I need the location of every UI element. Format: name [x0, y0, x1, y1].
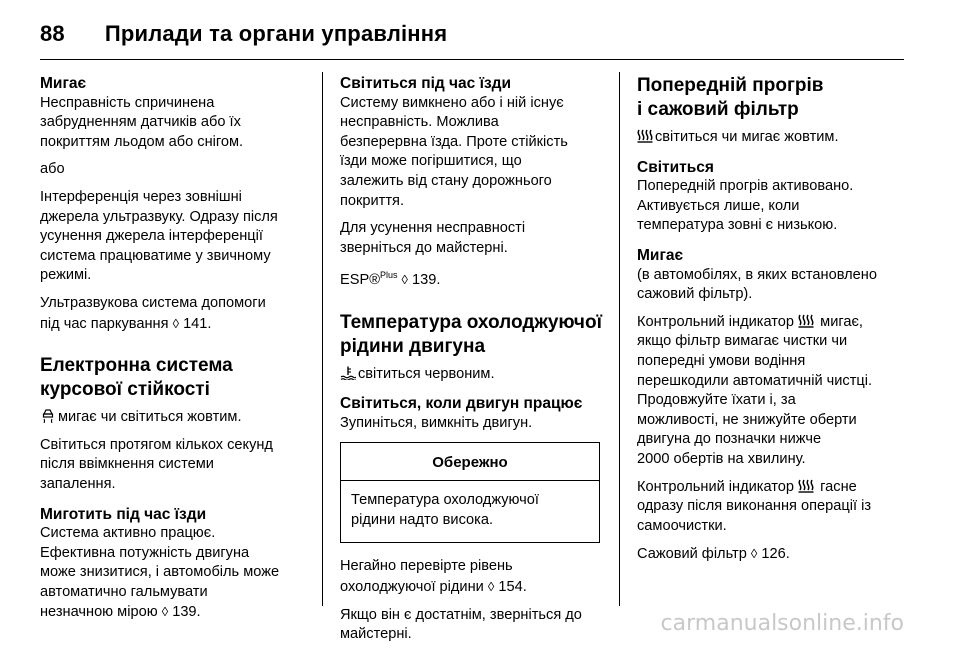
lit-paragraph-2: Для усунення несправності зверніться до майстерні.: [340, 220, 526, 256]
esc-blink-heading: Миготить під час їзди: [40, 505, 207, 523]
reference-arrow-icon: ◊: [401, 272, 408, 288]
lit-paragraph: Попередній прогрів активовано. Активується лише, коли температура зовні є низькою.: [637, 178, 854, 234]
blink-paragraph-3: Контрольний індикатор гасне одразу після виконання операції із самоочистки.: [637, 478, 872, 534]
blink-paragraph-1: (в автомобілях, в яких встановлено сажовий фільтр).: [637, 266, 877, 303]
column-divider-2: [619, 72, 620, 606]
coolant-section-title: Температура охолоджуючої рідини двигуна: [340, 311, 602, 357]
esc-skid-icon: [40, 409, 56, 423]
page-link[interactable]: 139.: [172, 604, 201, 621]
reference-arrow-icon: ◊: [172, 315, 179, 331]
engine-running-paragraph: Зупиніться, вимкніть двигун.: [340, 414, 533, 431]
page-header: [40, 14, 447, 54]
preheat-section-title: Попередній прогрів і сажовий фільтр: [637, 75, 824, 120]
warning-text: Температура охолоджуючої рідини надто висока.: [351, 492, 539, 528]
page-link[interactable]: 139.: [412, 272, 441, 289]
engine-running-heading: Світиться, коли двигун працює: [340, 395, 583, 413]
coolant-temperature-icon: [340, 366, 356, 380]
page-title: Прилади та органи управління: [104, 21, 448, 46]
blinks-paragraph-1: Несправність спричинена забрудненням датчиків або їх покриттям льодом або снігом.: [40, 94, 244, 150]
esc-blink-paragraph: Система активно працює. Ефективна потужність двигуна може знизитися, і автомобіль може автоматично гальмувати незначною мірою ◊ 139.: [40, 525, 280, 621]
page-link[interactable]: 126.: [761, 546, 790, 563]
parking-assist-reference: Ультразвукова система допомоги під час паркування ◊ 141.: [40, 294, 266, 332]
blink-heading: Мигає: [637, 246, 684, 264]
lit-paragraph-1: Систему вимкнено або і ній існує несправність. Можлива безперервна їзда. Проте стійкість їзди може погіршитися, що залежить від стану дорожнього покриття.: [340, 94, 568, 209]
column-2: [340, 74, 605, 653]
lit-heading: Світиться: [637, 158, 714, 176]
watermark: carmanualsonline.info: [660, 611, 904, 636]
page-link[interactable]: 141.: [183, 315, 212, 332]
lit-while-driving-heading: Світиться під час їзди: [340, 75, 512, 92]
page-link[interactable]: 154.: [498, 578, 527, 595]
workshop-paragraph: Якщо він є достатнім, зверніться до майстерні.: [340, 606, 582, 643]
esc-status: мигає чи світиться жовтим.: [40, 408, 315, 428]
warning-box: [340, 442, 600, 544]
soot-filter-reference: Сажовий фільтр ◊ 126.: [637, 546, 790, 563]
page-number: 88: [40, 21, 65, 46]
glow-plug-icon: [637, 129, 653, 143]
column-1: [40, 74, 315, 631]
check-coolant-paragraph: Негайно перевірте рівень охолоджуючої рідини ◊ 154.: [340, 558, 527, 595]
glow-plug-icon: [798, 479, 814, 493]
reference-arrow-icon: ◊: [161, 604, 169, 620]
blink-paragraph-2: Контрольний індикатор мигає, якщо фільтр вимагає чистки чи попередні умови водіння перешкодили автоматичній чистці. Продовжуйте їхати і, за можливості, не знижуйте оберти двигуна до позначки нижче 2000 обертів на хвилину.: [637, 313, 873, 467]
glow-plug-icon: [798, 314, 814, 328]
warning-title: Обережно: [341, 443, 599, 482]
esc-paragraph-1: Світиться протягом кількох секунд після ввімкнення системи запалення.: [40, 436, 273, 492]
header-rule: [40, 59, 904, 60]
blinks-heading: Мигає: [40, 75, 87, 92]
reference-arrow-icon: ◊: [487, 578, 495, 594]
esc-section-title: Електронна система курсової стійкості: [40, 355, 233, 401]
blinks-paragraph-2: Інтерференція через зовнішні джерела ультразвуку. Одразу після усунення джерела інтерференції система працюватиме у звичному режимі.: [40, 188, 278, 284]
or-text: або: [40, 161, 65, 178]
column-divider-1: [322, 72, 323, 606]
coolant-status: світиться червоним.: [340, 365, 605, 385]
column-3: [637, 74, 907, 573]
preheat-status: світиться чи мигає жовтим.: [637, 128, 907, 148]
reference-arrow-icon: ◊: [750, 546, 758, 562]
esp-reference: ESP®$^{Plus}$ ◊ 139.: [340, 270, 441, 289]
